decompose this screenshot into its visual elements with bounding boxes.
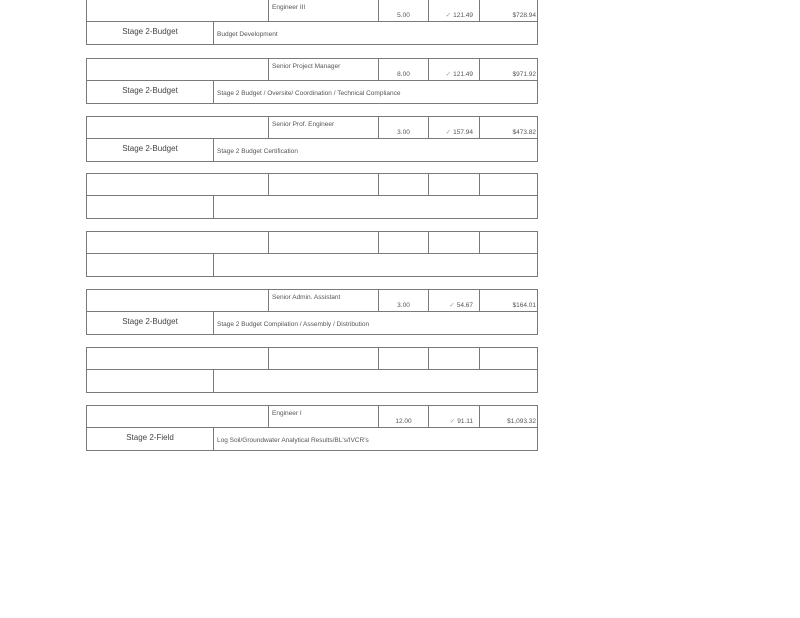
rate-cell — [428, 0, 479, 21]
entry-bottom-row — [86, 139, 538, 162]
budget-entry-empty — [86, 173, 538, 219]
blank-cell — [87, 232, 268, 253]
amount-cell: $728.94 — [479, 0, 539, 21]
entry-top-row — [86, 405, 538, 428]
budget-entry-empty — [86, 231, 538, 277]
entry-top-row — [86, 347, 538, 370]
entry-top-row — [86, 289, 538, 312]
task-cell — [213, 196, 537, 218]
stage-cell — [87, 254, 213, 276]
entry-top-row — [86, 173, 538, 196]
hours-cell: 3.00 — [378, 117, 428, 138]
stage-cell: Stage 2-Budget — [122, 144, 178, 153]
position-cell: Engineer III — [268, 0, 378, 21]
task-cell: Budget Development — [213, 22, 537, 44]
amount-cell — [479, 348, 539, 369]
rate-cell — [428, 290, 479, 311]
amount-cell — [479, 232, 539, 253]
task-cell: Log Soil/Groundwater Analytical Results/BL's/IVCR's — [213, 428, 537, 450]
rate-value: 157.94 — [453, 129, 473, 136]
task-cell — [213, 254, 537, 276]
entry-bottom-row — [86, 370, 538, 393]
position-cell: Senior Prof. Engineer — [268, 117, 378, 138]
entry-bottom-row — [86, 428, 538, 451]
entry-top-row — [86, 116, 538, 139]
rate-value: 121.49 — [453, 12, 473, 19]
entry-top-row — [86, 58, 538, 81]
budget-entry — [86, 58, 538, 104]
rate-cell — [428, 117, 479, 138]
amount-cell: $164.01 — [479, 290, 539, 311]
blank-cell — [87, 406, 268, 427]
rate-cell — [428, 406, 479, 427]
blank-cell — [87, 290, 268, 311]
position-cell: Engineer I — [268, 406, 378, 427]
check-mark-icon: ✓ — [449, 418, 456, 425]
rate-cell — [428, 174, 479, 195]
budget-entry — [86, 289, 538, 335]
blank-cell — [87, 117, 268, 138]
hours-cell: 3.00 — [378, 290, 428, 311]
rate-cell — [428, 59, 479, 80]
budget-entry — [86, 0, 538, 45]
hours-cell: 5.00 — [378, 0, 428, 21]
entry-top-row — [86, 0, 538, 22]
check-mark-icon: ✓ — [445, 12, 452, 19]
entry-bottom-row — [86, 196, 538, 219]
entry-bottom-row — [86, 312, 538, 335]
check-mark-icon: ✓ — [445, 71, 452, 78]
task-cell — [213, 370, 537, 392]
position-cell — [268, 232, 378, 253]
amount-cell: $473.82 — [479, 117, 539, 138]
hours-cell — [378, 348, 428, 369]
stage-cell: Stage 2-Field — [126, 433, 174, 442]
stage-cell — [87, 370, 213, 392]
task-cell: Stage 2 Budget Compilation / Assembly / Distribution — [213, 312, 537, 334]
check-mark-icon: ✓ — [449, 302, 455, 309]
hours-cell — [378, 174, 428, 195]
stage-cell: Stage 2-Budget — [122, 27, 178, 36]
task-cell: Stage 2 Budget Certification — [213, 139, 537, 161]
position-cell: Senior Project Manager — [268, 59, 378, 80]
rate-value: 54.67 — [456, 302, 473, 309]
position-cell — [268, 348, 378, 369]
blank-cell — [87, 348, 268, 369]
entry-bottom-row — [86, 81, 538, 104]
entry-top-row — [86, 231, 538, 254]
amount-cell: $1,093.32 — [479, 406, 539, 427]
budget-entry-empty — [86, 347, 538, 393]
position-cell — [268, 174, 378, 195]
check-mark-icon: ✓ — [445, 129, 452, 136]
position-cell: Senior Admin. Assistant — [268, 290, 378, 311]
budget-entry — [86, 116, 538, 162]
rate-value: 91.11 — [457, 418, 473, 425]
hours-cell — [378, 232, 428, 253]
amount-cell — [479, 174, 539, 195]
blank-cell — [87, 59, 268, 80]
hours-cell: 12.00 — [378, 406, 428, 427]
amount-cell: $971.92 — [479, 59, 539, 80]
budget-entry — [86, 405, 538, 451]
hours-cell: 8.00 — [378, 59, 428, 80]
entry-bottom-row — [86, 22, 538, 45]
rate-cell — [428, 232, 479, 253]
rate-value: 121.49 — [453, 71, 473, 78]
entry-bottom-row — [86, 254, 538, 277]
blank-cell — [87, 0, 268, 21]
stage-cell — [87, 196, 213, 218]
rate-cell — [428, 348, 479, 369]
stage-cell: Stage 2-Budget — [122, 317, 178, 326]
blank-cell — [87, 174, 268, 195]
task-cell: Stage 2 Budget / Oversite/ Coordination / Technical Compliance — [213, 81, 537, 103]
stage-cell: Stage 2-Budget — [122, 86, 178, 95]
